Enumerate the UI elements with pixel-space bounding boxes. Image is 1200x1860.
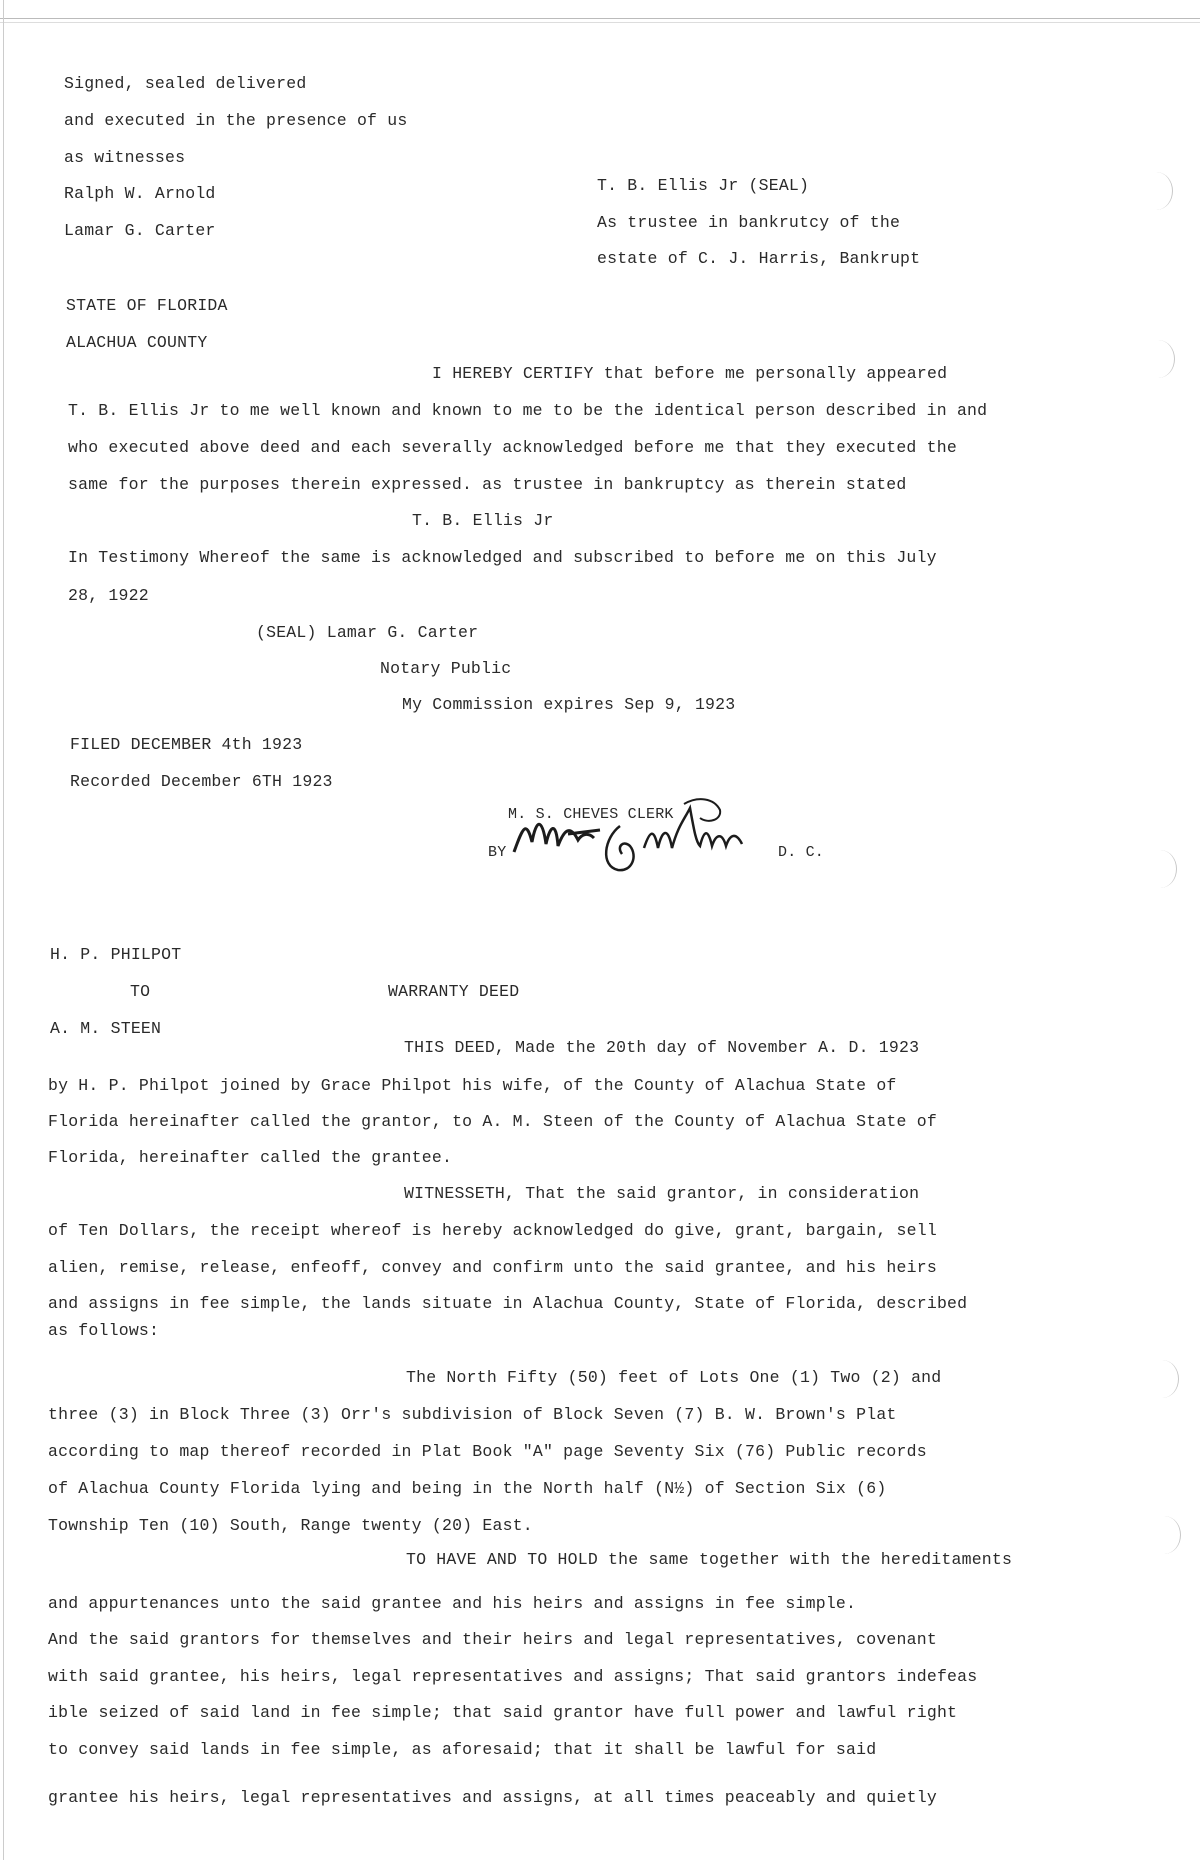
covenant-line: with said grantee, his heirs, legal representatives and assigns; That said grantors indefeas bbox=[48, 1667, 978, 1686]
grantor-signature-line: As trustee in bankrutcy of the bbox=[597, 213, 901, 232]
deputy-clerk-label: D. C. bbox=[778, 844, 825, 861]
notary-title: Notary Public bbox=[380, 659, 512, 678]
witness-line: and executed in the presence of us bbox=[64, 111, 408, 130]
filed-date: FILED DECEMBER 4th 1923 bbox=[70, 735, 303, 754]
legal-description-line: The North Fifty (50) feet of Lots One (1) Two (2) and bbox=[406, 1368, 942, 1387]
clerk-handwritten-signature bbox=[508, 790, 788, 880]
testimony-line: In Testimony Whereof the same is acknowledged and subscribed to before me on this July bbox=[68, 548, 937, 567]
legal-description-line: of Alachua County Florida lying and being in the North half (N½) of Section Six (6) bbox=[48, 1479, 887, 1498]
punch-hole-mark bbox=[1142, 340, 1175, 378]
grantor-party: H. P. PHILPOT bbox=[50, 945, 182, 964]
venue-state: STATE OF FLORIDA bbox=[66, 296, 228, 315]
deed-body-line: THIS DEED, Made the 20th day of November A. D. 1923 bbox=[404, 1038, 920, 1057]
deed-body-line: and assigns in fee simple, the lands situate in Alachua County, State of Florida, described bbox=[48, 1294, 968, 1313]
witness-name: Lamar G. Carter bbox=[64, 221, 216, 240]
legal-description-line: three (3) in Block Three (3) Orr's subdivision of Block Seven (7) B. W. Brown's Plat bbox=[48, 1405, 897, 1424]
page-top-border bbox=[0, 18, 1200, 23]
legal-description-line: according to map thereof recorded in Plat Book "A" page Seventy Six (76) Public records bbox=[48, 1442, 927, 1461]
grantor-signature-line: estate of C. J. Harris, Bankrupt bbox=[597, 249, 921, 268]
witness-line: Signed, sealed delivered bbox=[64, 74, 307, 93]
covenant-line: to convey said lands in fee simple, as aforesaid; that it shall be lawful for said bbox=[48, 1740, 877, 1759]
certificate-line: who executed above deed and each severally acknowledged before me that they executed the bbox=[68, 438, 957, 457]
deed-body-line: by H. P. Philpot joined by Grace Philpot his wife, of the County of Alachua State of bbox=[48, 1076, 897, 1095]
party-connector: TO bbox=[130, 982, 151, 1001]
punch-hole-mark bbox=[1144, 850, 1177, 888]
deed-title: WARRANTY DEED bbox=[388, 982, 520, 1001]
certificate-line: same for the purposes therein expressed. as trustee in bankruptcy as therein stated bbox=[68, 475, 907, 494]
certificate-line: T. B. Ellis Jr to me well known and known to me to be the identical person described in and bbox=[68, 401, 988, 420]
grantee-party: A. M. STEEN bbox=[50, 1019, 162, 1038]
covenant-line: ible seized of said land in fee simple; that said grantor have full power and lawful right bbox=[48, 1703, 958, 1722]
page-left-border bbox=[3, 0, 4, 1860]
deed-body-line: alien, remise, release, enfeoff, convey and confirm unto the said grantee, and his heirs bbox=[48, 1258, 937, 1277]
habendum-line: TO HAVE AND TO HOLD the same together with the hereditaments bbox=[406, 1550, 1013, 1569]
certificate-signer: T. B. Ellis Jr bbox=[412, 511, 554, 530]
deed-body-line: of Ten Dollars, the receipt whereof is hereby acknowledged do give, grant, bargain, sell bbox=[48, 1221, 937, 1240]
recorded-date: Recorded December 6TH 1923 bbox=[70, 772, 333, 791]
clerk-name: M. S. CHEVES CLERK bbox=[508, 806, 674, 823]
venue-county: ALACHUA COUNTY bbox=[66, 333, 208, 352]
covenant-line: And the said grantors for themselves and their heirs and legal representatives, covenant bbox=[48, 1630, 937, 1649]
deed-body-line: Florida hereinafter called the grantor, to A. M. Steen of the County of Alachua State of bbox=[48, 1112, 937, 1131]
punch-hole-mark bbox=[1146, 1360, 1179, 1398]
deed-body-line: Florida, hereinafter called the grantee. bbox=[48, 1148, 453, 1167]
habendum-line: and appurtenances unto the said grantee and his heirs and assigns in fee simple. bbox=[48, 1594, 857, 1613]
witness-name: Ralph W. Arnold bbox=[64, 184, 216, 203]
witness-line: as witnesses bbox=[64, 148, 186, 167]
punch-hole-mark bbox=[1140, 172, 1173, 210]
deed-body-line: WITNESSETH, That the said grantor, in consideration bbox=[404, 1184, 920, 1203]
testimony-date: 28, 1922 bbox=[68, 586, 149, 605]
legal-description-line: Township Ten (10) South, Range twenty (20) East. bbox=[48, 1516, 533, 1535]
notary-commission: My Commission expires Sep 9, 1923 bbox=[402, 695, 736, 714]
notary-seal-name: (SEAL) Lamar G. Carter bbox=[256, 623, 479, 642]
clerk-by-label: BY bbox=[488, 844, 507, 861]
punch-hole-mark bbox=[1148, 1516, 1181, 1554]
grantor-signature-line: T. B. Ellis Jr (SEAL) bbox=[597, 176, 810, 195]
deed-body-line: as follows: bbox=[48, 1321, 160, 1340]
covenant-line: grantee his heirs, legal representatives and assigns, at all times peaceably and quietly bbox=[48, 1788, 937, 1807]
certificate-line: I HEREBY CERTIFY that before me personally appeared bbox=[432, 364, 948, 383]
